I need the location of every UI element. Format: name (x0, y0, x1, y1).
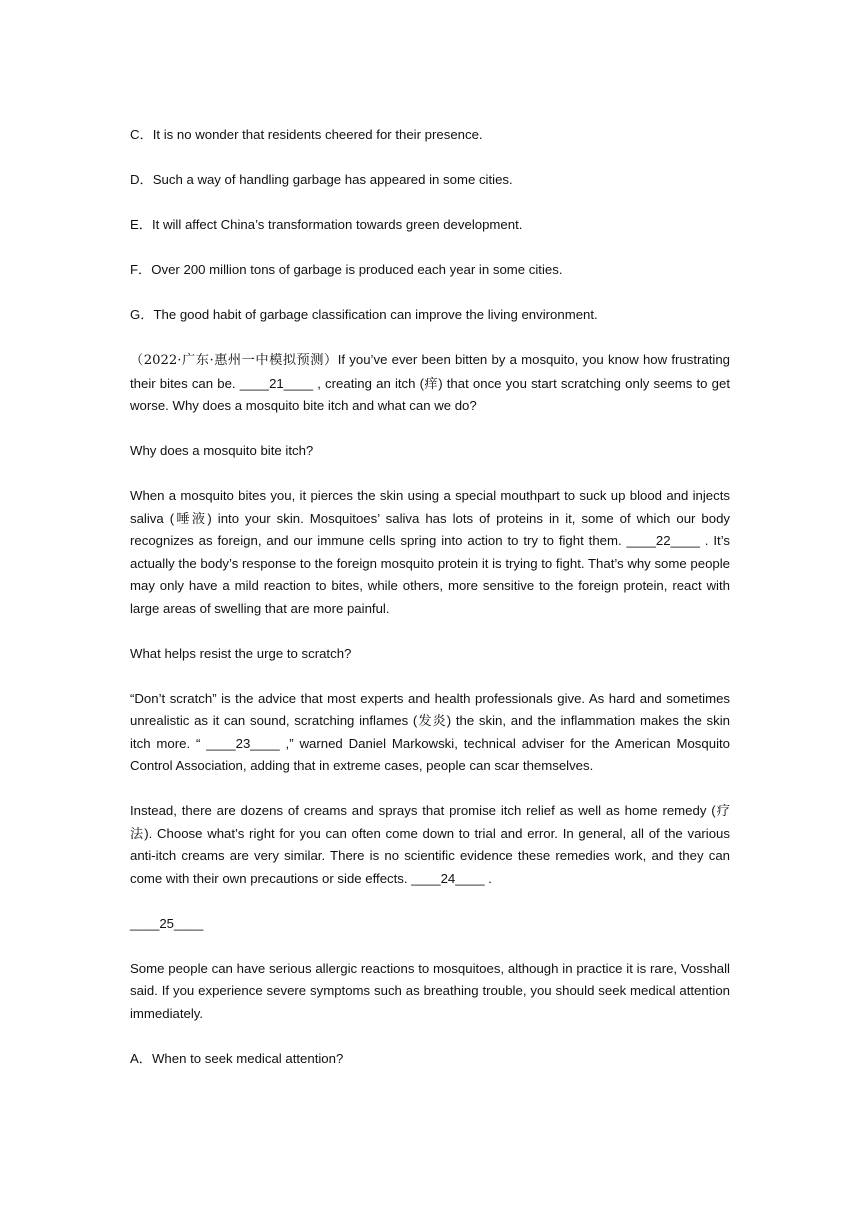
option-text: When to seek medical attention? (151, 1050, 344, 1066)
option-letter: A． (130, 1050, 152, 1066)
option-a (130, 1048, 730, 1071)
option-letter: C． (130, 127, 153, 142)
option-text: It will affect China’s transformation towards green development. (151, 217, 523, 232)
option-letter: F． (130, 262, 152, 277)
option-text: Such a way of handling garbage has appeared in some cities. (152, 172, 513, 187)
option-f (130, 259, 730, 282)
option-letter: G． (130, 307, 154, 322)
option-c (130, 124, 730, 147)
paragraph: Some people can have serious allergic reactions to mosquitoes, although in practice it is rare, Vosshall said. If you experience severe symptoms such as breathing trouble, you should seek medical attention immediately. (130, 960, 730, 1021)
section-heading: What helps resist the urge to scratch? (130, 645, 352, 661)
paragraph: “Don’t scratch” is the advice that most experts and health professionals give. As hard and sometimes unrealistic as it can sound, scratching inflames (发炎) the skin, and the inflammation makes the skin itch more. “ ____23____ ,” warned Daniel Markowski, technical adviser for the American Mosquito Control Association, adding that in extreme cases, people can scar themselves. (130, 690, 730, 773)
option-text: It is no wonder that residents cheered for their presence. (152, 127, 483, 142)
option-e (130, 214, 730, 237)
section-heading-blank: ____25____ (130, 915, 204, 931)
paragraph: When a mosquito bites you, it pierces the skin using a special mouthpart to suck up blood and injects saliva (唾液) into your skin. Mosquitoes’ saliva has lots of proteins in it, some of which our body recognizes as foreign, and our immune cells spring into action to try to fight them. ____22____ . It’s actually the body’s response to the foreign mosquito protein it is trying to fight. That’s why some people may only have a mild reaction to bites, while others, more sensitive to the foreign protein, react with large areas of swelling that are more painful. (130, 488, 730, 616)
option-text: The good habit of garbage classification can improve the living environment. (153, 307, 598, 322)
passage-source: （2022·广东·惠州一中模拟预测） (130, 353, 338, 368)
document-page (130, 124, 730, 1093)
paragraph: Instead, there are dozens of creams and sprays that promise itch relief as well as home remedy (疗法). Choose what’s right for you can often come down to trial and error. In general, all of the various anti-itch creams are very similar. There is no scientific evidence these remedies work, and they can come with their own precautions or side effects. ____24____ . (130, 803, 730, 886)
option-g (130, 304, 730, 327)
passage-intro (130, 349, 730, 418)
option-d (130, 169, 730, 192)
option-letter: D． (130, 172, 153, 187)
option-letter: E． (130, 217, 152, 232)
passage-intro-text: If you’ve ever been bitten by a mosquito, you know how frustrating their bites can be. ____21____ , creating an itch (痒) that once you start scratching only seems to get worse. Why does a mosquito bite itch and what can we do? (130, 352, 730, 413)
section-heading: Why does a mosquito bite itch? (130, 443, 314, 458)
option-text: Over 200 million tons of garbage is produced each year in some cities. (151, 262, 563, 277)
